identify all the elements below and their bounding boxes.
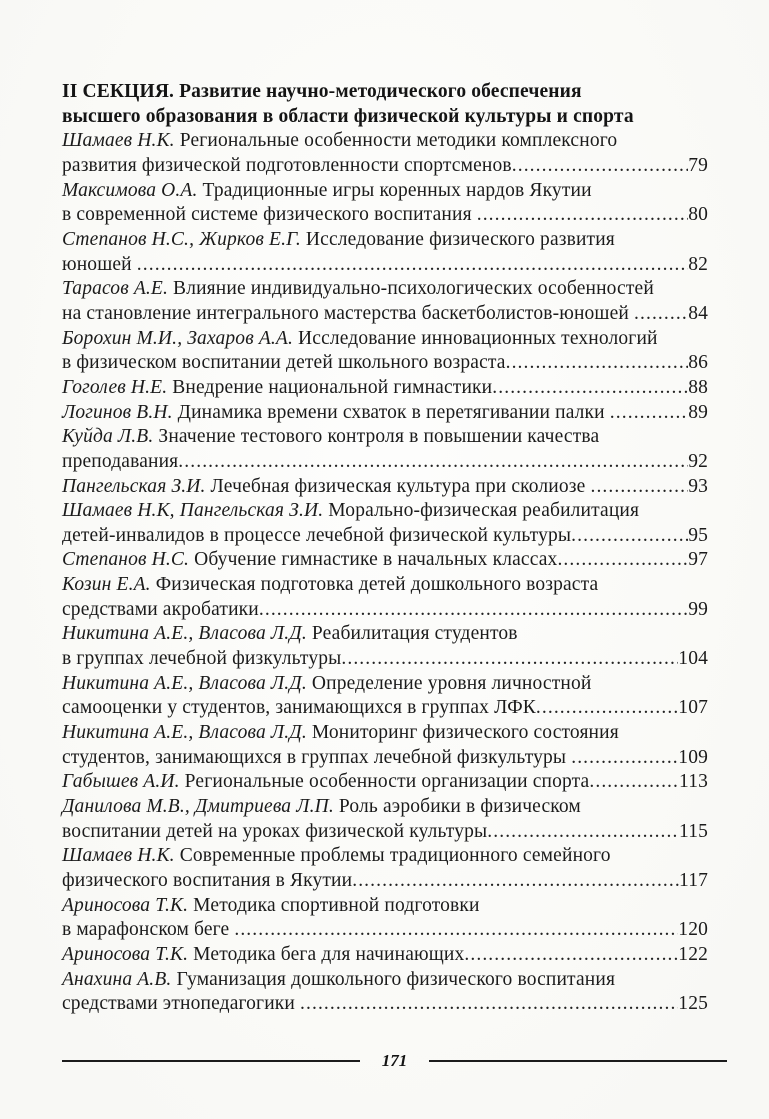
toc-entry-title: Физическая подготовка детей дошкольного возраста [150,574,599,596]
toc-page-number: 107 [678,697,708,719]
toc-entry-title: Мониторинг физического состояния [306,722,619,744]
toc-page-number: 92 [688,450,708,472]
toc-dot-leader [634,302,688,327]
page-footer [62,1051,727,1071]
toc-entry-authors: Логинов В.Н. [62,401,173,423]
toc-line [62,647,708,672]
toc-entry-authors: Никитина А.Е., Власова Л.Д. [62,722,307,744]
toc-dot-leader [536,696,678,721]
toc-entry-title: юношей [62,253,137,275]
toc-line [62,992,708,1017]
toc-entry-authors: Ариносова Т.К. [62,894,189,916]
toc-page-number: 125 [678,993,708,1015]
toc-entry-title: Обучение гимнастике в начальных классах [189,549,558,571]
toc-page-number: 120 [678,919,708,941]
toc-page-number: 82 [688,253,708,275]
section-heading-line-1 [62,80,708,105]
toc-line [62,401,708,426]
toc-entry-title: Внедрение национальной гимнастики [167,376,493,398]
toc-line [62,746,708,771]
toc-entry-authors: Козин Е.А. [62,574,151,596]
toc-entry-title: средствами акробатики [62,598,259,620]
toc-entry-authors: Борохин М.И., Захаров А.А. [62,327,294,349]
toc-entry-title: Реабилитация студентов [306,623,518,645]
toc-entry-title: Динамика времени схваток в перетягивании палки [172,401,610,423]
toc-page-number: 86 [688,352,708,374]
toc-entry-title: Исследование инновационных технологий [293,327,658,349]
toc-entry-authors: Шамаев Н.К. [62,845,175,867]
toc-line [62,869,708,894]
toc-page-number: 89 [688,401,708,423]
toc-line [62,943,708,968]
toc-line [62,598,708,623]
toc-dot-leader [590,475,688,500]
toc-entry-authors: Шамаев Н.К. [62,130,175,152]
toc-dot-leader [352,869,679,894]
toc-line [62,129,708,154]
toc-dot-leader [492,376,688,401]
toc-line [62,622,708,647]
toc-page-number: 84 [688,302,708,324]
toc-entry-authors: Пангельская З.И. [62,475,206,497]
toc-entry-authors: Шамаев Н.К, Пангельская З.И. [62,500,324,522]
toc-line [62,918,708,943]
toc-entry-authors: Тарасов А.Е. [62,278,169,300]
toc-page-number: 104 [678,648,708,670]
toc-entry-title: студентов, занимающихся в группах лечебной физкультуры [62,746,572,768]
toc-entry-authors: Максимова О.А. [62,179,198,201]
toc-entry-title: Региональные особенности организации спорта [179,771,590,793]
toc-entry-title: в современной системе физического воспитания [62,204,477,226]
toc-line [62,968,708,993]
toc-line [62,696,708,721]
section-heading-text: II СЕКЦИЯ. Развитие научно-методического обеспечения [62,81,582,102]
toc-page-number: 80 [688,204,708,226]
toc-entry-title: самооценки у студентов, занимающихся в группах ЛФК [62,697,536,719]
toc-line [62,253,708,278]
toc-lines [62,129,708,1017]
toc-line [62,203,708,228]
toc-entry-title: Региональные особенности методики комплексного [174,130,618,152]
toc-line [62,302,708,327]
toc-dot-leader [506,351,689,376]
toc-entry-title: на становление интегрального мастерства баскетболистов-юношей [62,302,635,324]
toc-entry-title: Определение уровня личностной [306,672,592,694]
toc-line [62,573,708,598]
toc-dot-leader [487,820,679,845]
toc-entry-title: Влияние индивидуально-психологических особенностей [168,278,654,300]
toc-line [62,721,708,746]
toc-dot-leader [512,154,688,179]
toc-dot-leader [178,450,688,475]
toc-line [62,376,708,401]
toc-dot-leader [477,203,688,228]
toc-page-number: 95 [688,524,708,546]
toc-dot-leader [610,401,688,426]
toc-entry-authors: Гоголев Н.Е. [62,376,168,398]
toc-entry-title: Методика спортивной подготовки [188,894,480,916]
toc-page-number: 97 [688,549,708,571]
toc-entry-authors: Данилова М.В., Дмитриева Л.П. [62,796,334,818]
toc-dot-leader [589,770,679,795]
toc-entry-authors: Габышев А.И. [62,771,180,793]
toc-page-number: 88 [688,376,708,398]
toc-line [62,795,708,820]
table-of-contents [62,80,708,1017]
toc-page-number: 79 [688,154,708,176]
toc-entry-authors: Степанов Н.С. [62,549,190,571]
toc-line [62,844,708,869]
toc-entry-authors: Никитина А.Е., Власова Л.Д. [62,623,307,645]
toc-entry-title: Лечебная физическая культура при сколиозе [205,475,591,497]
toc-entry-title: воспитании детей на уроках физической культуры [62,820,488,842]
toc-line [62,894,708,919]
toc-dot-leader [259,598,688,623]
toc-entry-title: Современные проблемы традиционного семейного [174,845,611,867]
section-heading-line-2 [62,105,708,130]
toc-entry-title: Традиционные игры коренных нардов Якутии [197,179,592,201]
toc-dot-leader [557,548,688,573]
toc-page-number: 117 [679,870,708,891]
toc-page-number: 115 [679,820,708,842]
toc-dot-leader [137,253,688,278]
toc-line [62,228,708,253]
toc-entry-authors: Ариносова Т.К. [62,943,189,965]
toc-entry-authors: Степанов Н.С., Жирков Е.Г. [62,228,301,250]
toc-line [62,450,708,475]
footer-rule-left [62,1060,360,1062]
toc-line [62,475,708,500]
toc-dot-leader [300,992,678,1017]
toc-entry-title: детей-инвалидов в процессе лечебной физической культуры [62,524,572,546]
toc-line [62,548,708,573]
toc-entry-title: физического воспитания в Якутии [62,870,353,891]
toc-page-number: 93 [688,475,708,497]
toc-line [62,154,708,179]
toc-entry-title: средствами этнопедагогики [62,993,301,1015]
toc-entry-title: преподавания [62,450,179,472]
toc-entry-title: Исследование физического развития [300,228,615,250]
toc-entry-title: в группах лечебной физкультуры [62,648,342,670]
toc-line [62,672,708,697]
toc-line [62,820,708,845]
toc-entry-title: в марафонском беге [62,919,235,941]
toc-page-number: 109 [678,746,708,768]
toc-entry-title: Гуманизация дошкольного физического воспитания [171,968,616,990]
toc-entry-title: Морально-физическая реабилитация [323,500,640,522]
toc-page-number: 122 [678,943,708,965]
toc-dot-leader [464,943,678,968]
toc-dot-leader [234,918,678,943]
toc-line [62,179,708,204]
toc-line [62,425,708,450]
toc-entry-title: развития физической подготовленности спортсменов [62,154,512,176]
toc-dot-leader [571,746,678,771]
toc-entry-title: Роль аэробики в физическом [333,796,581,818]
toc-dot-leader [571,524,688,549]
toc-entry-title: Методика бега для начинающих [188,943,465,965]
toc-line [62,327,708,352]
toc-line [62,770,708,795]
toc-entry-title: в физическом воспитании детей школьного возраста [62,352,506,374]
toc-entry-authors: Куйда Л.В. [62,426,154,448]
toc-page-number: 99 [688,598,708,620]
toc-line [62,524,708,549]
toc-line [62,277,708,302]
toc-entry-authors: Никитина А.Е., Власова Л.Д. [62,672,307,694]
footer-rule-right [429,1060,727,1062]
section-heading-text: высшего образования в области физической культуры и спорта [62,105,634,127]
toc-page-number: 113 [679,771,708,793]
toc-line [62,499,708,524]
toc-entry-title: Значение тестового контроля в повышении качества [153,426,600,448]
folio-page-number: 171 [381,1051,408,1070]
toc-dot-leader [341,647,678,672]
toc-entry-authors: Анахина А.В. [62,968,172,990]
toc-line [62,351,708,376]
